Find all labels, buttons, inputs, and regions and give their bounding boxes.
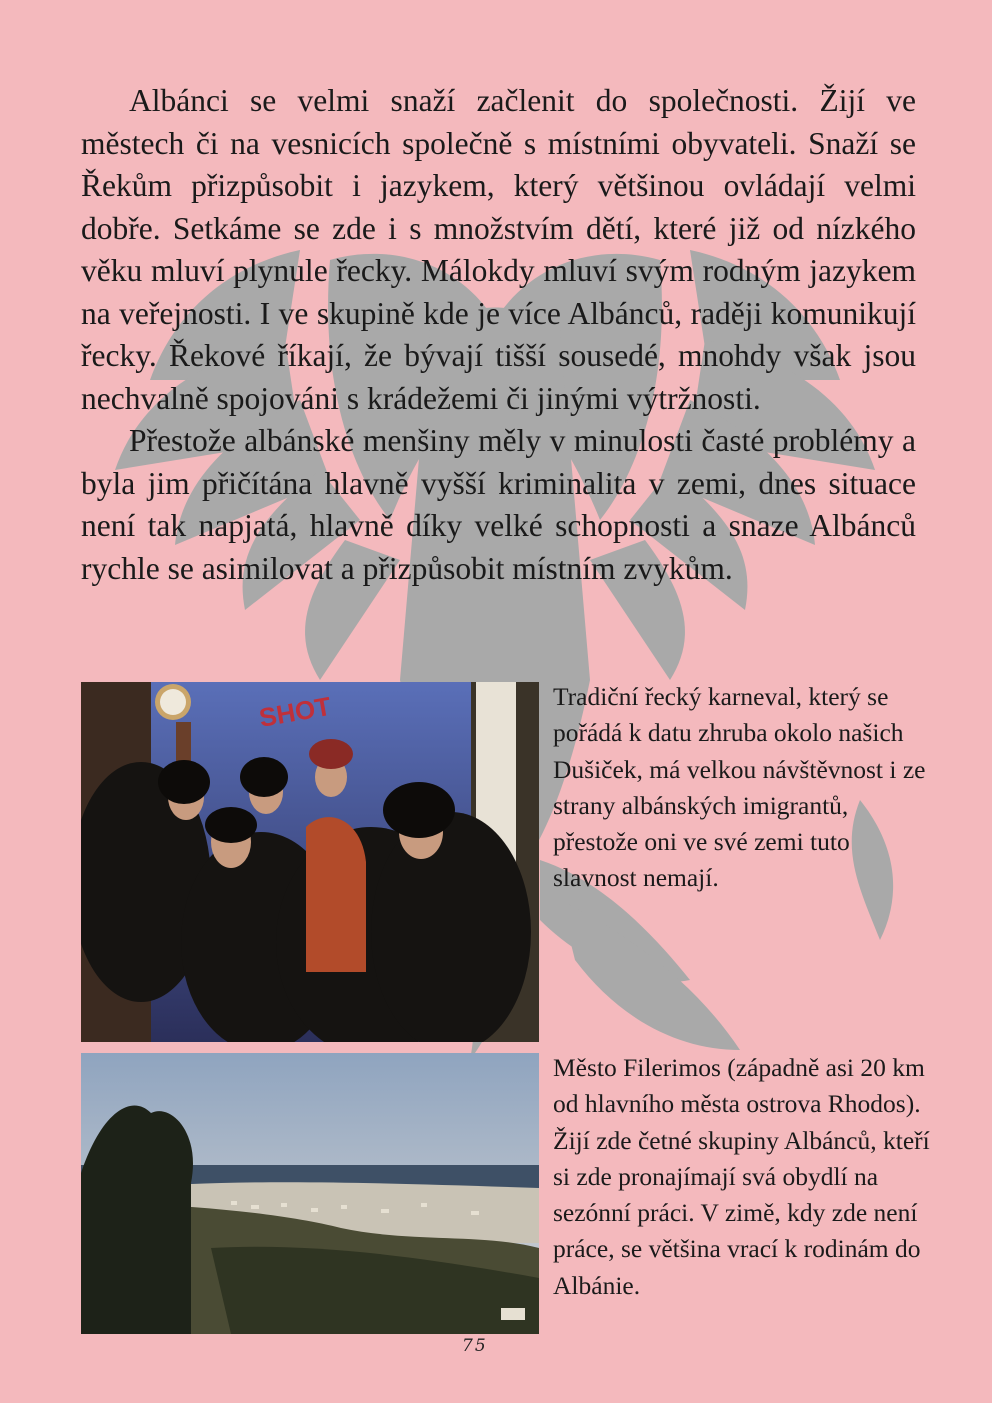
- filerimos-caption: Město Filerimos (západně asi 20 km od hlavního města ostrova Rhodos). Žijí zde četné skupiny Albánců, kteří si zde pronajímají svá obydlí na sezónní práci. V zimě, kdy zde není práce, se většina vrací k rodinám do Albánie.: [553, 1053, 930, 1300]
- paragraph: Přestože albánské menšiny měly v minulosti časté problémy a byla jim přičítána hlavně vyšší kriminalita v zemi, dnes situace není tak napjatá, hlavně díky velké schopnosti a snaze Albánců rychle se asimilovat a přizpůsobit místním zvykům.: [81, 423, 916, 586]
- carnival-photo: [81, 682, 539, 1042]
- filerimos-photo: [81, 1053, 539, 1334]
- carnival-caption: Tradiční řecký karneval, který se pořádá k datu zhruba okolo našich Dušiček, má velkou návštěvnost i ze strany albánských imigrantů, přestože oni ve své zemi tuto slavnost nemají.: [553, 682, 926, 893]
- page-number: 75: [462, 1336, 488, 1356]
- bar-sign: SHOT: [256, 690, 334, 733]
- article-body: [81, 80, 916, 590]
- paragraph: Albánci se velmi snaží začlenit do společnosti. Žijí ve městech či na vesnicích společně s místními obyvateli. Snaží se Řekům přizpůsobit i jazykem, který většinou ovládají velmi dobře. Setkáme se zde i s množstvím dětí, které již od nízkého věku mluví plynule řecky. Málokdy mluví svým rodným jazykem na veřejnosti. I ve skupině kde je více Albánců, raději komunikují řecky. Řekové říkají, že bývají tišší sousedé, mnohdy však jsou nechvalně spojováni s krádežemi či jinými výtržnosti.: [81, 83, 916, 416]
